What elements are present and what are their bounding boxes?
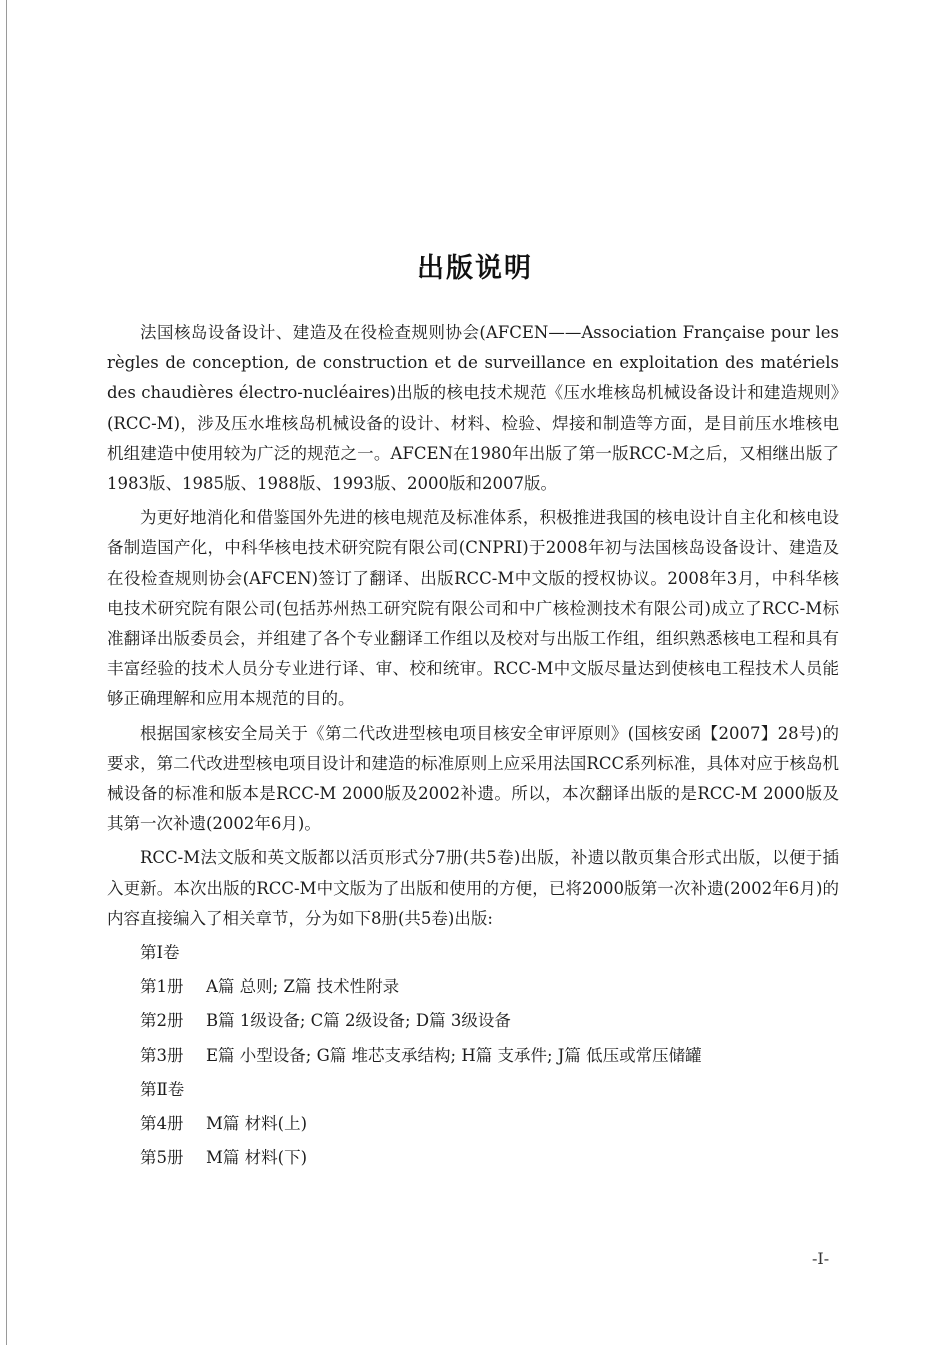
book-number: 第4册 <box>140 1114 184 1134</box>
book-contents: A篇 总则; Z篇 技术性附录 <box>206 977 400 997</box>
book-contents: M篇 材料(下) <box>206 1148 308 1168</box>
book-number: 第2册 <box>140 1011 184 1031</box>
page-title: 出版说明 <box>417 253 533 285</box>
paragraph: RCC-M法文版和英文版都以活页形式分7册(共5卷)出版，补遗以散页集合形式出版，以便于插入更新。本次出版的RCC-M中文版为了出版和使用的方便，已将2000版第一次补遗(2002年6月)的内容直接编入了相关章节，分为如下8册(共5卷)出版: <box>107 848 839 928</box>
scan-border-line <box>6 0 7 1345</box>
book-number: 第1册 <box>140 977 184 997</box>
volume-heading <box>107 938 839 968</box>
book-contents: M篇 材料(上) <box>206 1114 308 1134</box>
document-body <box>107 318 839 1177</box>
book-entry <box>107 1041 839 1071</box>
book-number: 第3册 <box>140 1045 184 1065</box>
volume-heading-label: 第Ⅰ卷 <box>140 943 180 963</box>
page-number: -I- <box>812 1249 830 1268</box>
book-entry <box>107 972 839 1002</box>
book-contents: B篇 1级设备; C篇 2级设备; D篇 3级设备 <box>206 1011 511 1031</box>
book-entry <box>107 1006 839 1036</box>
book-entry <box>107 1143 839 1173</box>
paragraph: 为更好地消化和借鉴国外先进的核电规范及标准体系，积极推进我国的核电设计自主化和核电设备制造国产化，中科华核电技术研究院有限公司(CNPRI)于2008年初与法国核岛设备设计、建造及在役检查规则协会(AFCEN)签订了翻译、出版RCC-M中文版的授权协议。2008年3月，中科华核电技术研究院有限公司(包括苏州热工研究院有限公司和中广核检测技术有限公司)成立了RCC-M标准翻译出版委员会，并组建了各个专业翻译工作组以及校对与出版工作组，组织熟悉核电工程和具有丰富经验的技术人员分专业进行译、审、校和统审。RCC-M中文版尽量达到使核电工程技术人员能够正确理解和应用本规范的目的。 <box>107 508 839 709</box>
book-contents: E篇 小型设备; G篇 堆芯支承结构; H篇 支承件; J篇 低压或常压储罐 <box>206 1045 702 1065</box>
paragraph: 法国核岛设备设计、建造及在役检查规则协会(AFCEN——Association Française pour les règles de conception, de construction et de surveillance en exploitation des matériels des chaudières électro-nucléaires)出版的核电技术规范《压水堆核岛机械设备设计和建造规则》(RCC-M)，涉及压水堆核岛机械设备的设计、材料、检验、焊接和制造等方面，是目前压水堆核电机组建造中使用较为广泛的规范之一。AFCEN在1980年出版了第一版RCC-M之后，又相继出版了1983版、1985版、1988版、1993版、2000版和2007版。 <box>107 323 839 494</box>
paragraph: 根据国家核安全局关于《第二代改进型核电项目核安全审评原则》(国核安函【2007】28号)的要求，第二代改进型核电项目设计和建造的标准原则上应采用法国RCC系列标准，具体对应于核岛机械设备的标准和版本是RCC-M 2000版及2002补遗。所以，本次翻译出版的是RCC-M 2000版及其第一次补遗(2002年6月)。 <box>107 723 839 834</box>
volume-list <box>107 938 839 1173</box>
book-number: 第5册 <box>140 1148 184 1168</box>
volume-heading <box>107 1075 839 1105</box>
volume-heading-label: 第Ⅱ卷 <box>140 1079 185 1099</box>
book-entry <box>107 1109 839 1139</box>
